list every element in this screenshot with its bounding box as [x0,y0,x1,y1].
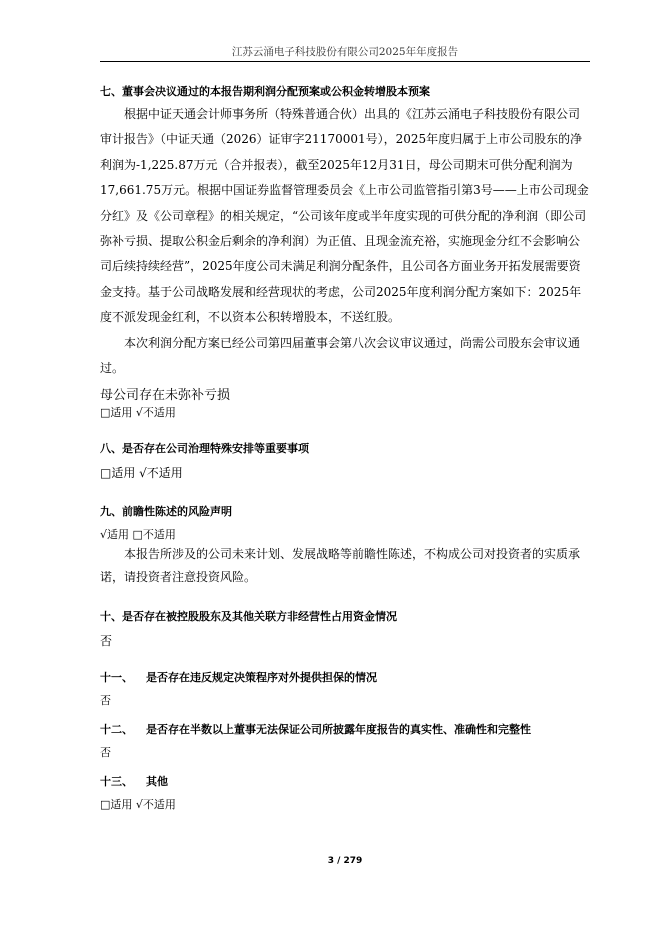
section-13-number: 十三、 [100,775,133,789]
section-13-option: □适用 √不适用 [100,798,176,812]
section-7-paragraph-1: 根据中证天通会计师事务所（特殊普通合伙）出具的《江苏云涌电子科技股份有限公司审计报告》（中证天通（2026）证审字21170001号），2025年度归属于上市公司股东的净利润为-1,225.87万元（合并报表），截至2025年12月31日，母公司期末可供分配利润为17,661.75万元。根据中国证券监督管理委员会《上市公司监管指引第3号——上市公司现金分红》及《公司章程》的相关规定，“公司该年度或半年度实现的可供分配的净利润（即公司弥补亏损、提取公积金后剩余的净利润）为正值、且现金流充裕，实施现金分红不会影响公司后续持续经营”，2025年度公司未满足利润分配条件，且公司各方面业务开拓发展需要资金支持。基于公司战略发展和经营现状的考虑，公司2025年度利润分配方案如下：2025年度不派发现金红利，不以资本公积转增股本，不送红股。 [100,107,589,325]
page-content [100,84,590,813]
section-9-option: √适用 □不适用 [100,528,176,542]
section-12-title: 是否存在半数以上董事无法保证公司所披露年度报告的真实性、准确性和完整性 [146,723,531,737]
section-12-number: 十二、 [100,723,133,737]
header-divider [100,61,590,62]
section-10-heading: 十、是否存在被控股股东及其他关联方非经营性占用资金情况 [100,610,397,624]
section-11-number: 十一、 [100,671,133,685]
unrecovered-loss-option: □适用 √不适用 [100,406,176,420]
section-12-answer: 否 [100,746,111,760]
section-8-option: □适用 √不适用 [100,466,183,481]
section-9-paragraph: 本报告所涉及的公司未来计划、发展战略等前瞻性陈述，不构成公司对投资者的实质承诺，请投资者注意投资风险。 [100,547,581,585]
page-header: 江苏云涌电子科技股份有限公司2025年年度报告 [231,46,459,58]
section-11-title: 是否存在违反规定决策程序对外提供担保的情况 [146,671,377,685]
page-number: 3 / 279 [327,856,363,866]
section-7-heading: 七、董事会决议通过的本报告期利润分配预案或公积金转增股本预案 [100,85,430,98]
section-12-heading [100,722,590,738]
unrecovered-loss-heading: 母公司存在未弥补亏损 [100,388,231,404]
section-8-heading: 八、是否存在公司治理特殊安排等重要事项 [100,442,309,456]
section-7-paragraph-2: 本次利润分配方案已经公司第四届董事会第八次会议审议通过，尚需公司股东会审议通过。 [100,335,581,376]
section-11-heading [100,670,590,686]
section-11-answer: 否 [100,694,111,708]
section-9-heading: 九、前瞻性陈述的风险声明 [100,505,232,519]
section-10-answer: 否 [100,634,113,649]
section-13-heading [100,774,590,790]
section-13-title: 其他 [146,775,168,789]
